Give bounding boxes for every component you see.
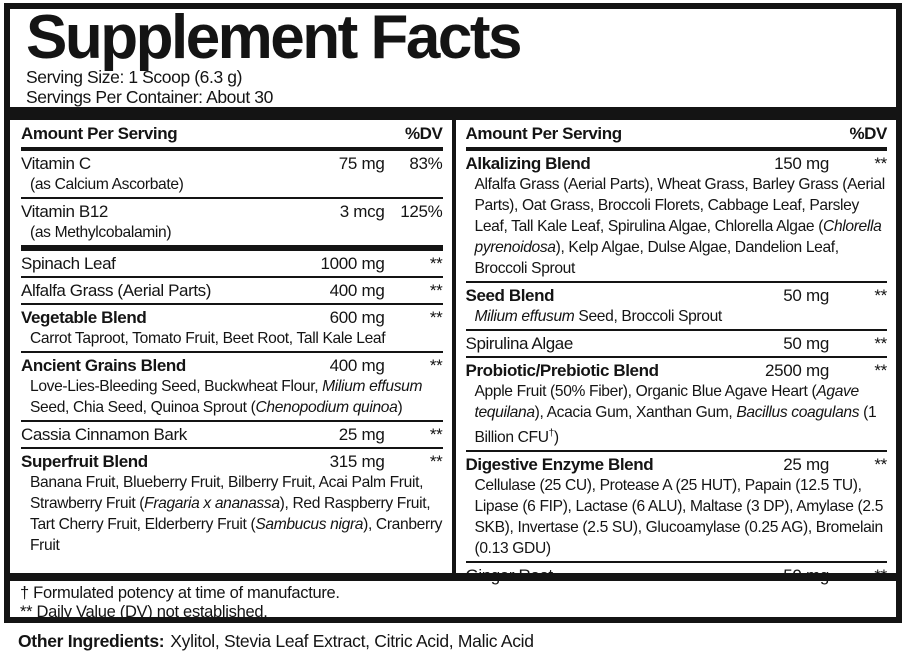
ingredient-row-head	[21, 253, 443, 274]
ingredient-name: Alkalizing Blend	[465, 154, 591, 173]
ingredient-amount: 150 mg	[774, 154, 829, 173]
ingredient-row-head	[466, 333, 888, 354]
facts-header	[10, 3, 896, 107]
ingredient-row-head	[466, 153, 888, 174]
ingredient-row	[466, 151, 888, 283]
ingredient-name: Superfruit Blend	[21, 452, 148, 471]
ingredient-name: Ancient Grains Blend	[21, 356, 186, 375]
ingredient-amount: 400 mg	[329, 281, 385, 300]
ingredient-name: Probiotic/Prebiotic Blend	[465, 361, 659, 380]
ingredient-name: Seed Blend	[465, 286, 555, 305]
ingredient-name: Spirulina Algae	[465, 334, 573, 353]
ingredient-name: Vitamin B12	[21, 202, 108, 221]
dv-heading: %DV	[404, 124, 443, 143]
amount-per-serving-heading: Amount Per Serving	[465, 124, 622, 143]
ingredient-row-head	[21, 451, 443, 472]
left-column-header	[21, 120, 443, 151]
ingredient-amount: 25 mg	[338, 425, 385, 444]
ingredient-sublist: (as Calcium Ascorbate)	[30, 176, 184, 193]
ingredient-row-head	[466, 360, 888, 381]
ingredient-row-head	[21, 355, 443, 376]
ingredient-row-head	[466, 285, 888, 306]
footnotes	[10, 581, 896, 622]
ingredient-name: Spinach Leaf	[21, 254, 116, 273]
ingredient-sublist: Cellulase (25 CU), Protease A (25 HUT), Papain (12.5 TU), Lipase (6 FIP), Lactase (6 ALU), Maltase (3 DP), Amylase (2.5 SKB), Invertase (2.5 SU), Glucoamylase (0.25 AG), Bromelain (0.13 GDU)	[474, 477, 884, 558]
ingredient-row-head	[21, 307, 443, 328]
ingredient-row-head	[466, 454, 888, 475]
ingredient-sublist: Carrot Taproot, Tomato Fruit, Beet Root, Tall Kale Leaf	[30, 330, 386, 347]
ingredient-dv: **	[874, 361, 887, 380]
ingredient-dv: **	[874, 286, 887, 305]
ingredient-sublist: Banana Fruit, Blueberry Fruit, Bilberry Fruit, Acai Palm Fruit, Strawberry Fruit (Fragaria x ananassa), Red Raspberry Fruit, Tart Cherry Fruit, Elderberry Fruit (Sambucus nigra), Cranberry Fruit	[30, 474, 443, 554]
ingredient-amount: 3 mcg	[339, 202, 385, 221]
right-column	[452, 120, 897, 573]
ingredient-sublist: Alfalfa Grass (Aerial Parts), Wheat Grass, Barley Grass (Aerial Parts), Oat Grass, Broccoli Florets, Cabbage Leaf, Parsley Leaf, Tall Kale Leaf, Spirulina Algae, Chlorella Algae (Chlorella pyrenoidosa), Kelp Algae, Dulse Algae, Dandelion Leaf, Broccoli Sprout	[474, 176, 885, 277]
ingredient-row	[21, 199, 443, 251]
ingredient-amount: 75 mg	[338, 154, 385, 173]
ingredient-sublist: Milium effusum Seed, Broccoli Sprout	[474, 308, 722, 325]
ingredient-row	[21, 305, 443, 353]
ingredient-amount: 315 mg	[329, 452, 385, 471]
ingredient-amount: 50 mg	[783, 286, 829, 305]
ingredient-row	[21, 151, 443, 199]
servings-per-container: Servings Per Container: About 30	[26, 87, 273, 107]
ingredient-row	[466, 358, 888, 452]
ingredient-row	[21, 251, 443, 278]
other-ingredients	[18, 631, 534, 651]
ingredient-name: Vitamin C	[21, 154, 91, 173]
ingredient-amount: 600 mg	[329, 308, 385, 327]
footnote-formulated-potency: † Formulated potency at time of manufacture.	[20, 584, 340, 602]
other-ingredients-label: Other Ingredients:	[18, 631, 165, 651]
ingredient-dv: 83%	[409, 154, 443, 173]
ingredient-row	[21, 278, 443, 305]
ingredient-row-head	[21, 424, 443, 445]
page-title: Supplement Facts	[26, 3, 520, 72]
left-column	[10, 120, 452, 573]
serving-size: Serving Size: 1 Scoop (6.3 g)	[26, 67, 243, 87]
ingredient-dv: **	[874, 154, 887, 173]
facts-panel	[4, 3, 902, 623]
bottom-divider-bar	[10, 573, 896, 581]
ingredient-sublist: (as Methylcobalamin)	[30, 224, 172, 241]
ingredient-amount: 25 mg	[783, 455, 829, 475]
ingredient-amount: 50 mg	[783, 334, 829, 353]
ingredient-row-head	[21, 280, 443, 301]
ingredient-row	[466, 283, 888, 331]
ingredient-row	[466, 331, 888, 358]
ingredient-row	[21, 353, 443, 422]
ingredient-sublist: Apple Fruit (50% Fiber), Organic Blue Agave Heart (Agave tequilana), Acacia Gum, Xanthan Gum, Bacillus coagulans (1 Billion CFU†)	[474, 383, 877, 447]
footnote-dv-not-established: ** Daily Value (DV) not established.	[20, 603, 268, 621]
ingredient-row-head	[21, 201, 443, 222]
ingredient-amount: 2500 mg	[764, 361, 829, 380]
amount-per-serving-heading: Amount Per Serving	[21, 124, 178, 143]
ingredient-amount: 1000 mg	[320, 254, 385, 273]
ingredient-amount: 400 mg	[329, 356, 385, 375]
ingredient-name: Cassia Cinnamon Bark	[21, 425, 187, 444]
ingredient-dv: **	[429, 254, 443, 273]
ingredient-dv: 125%	[400, 202, 443, 221]
ingredient-row	[21, 422, 443, 449]
ingredient-name: Digestive Enzyme Blend	[465, 455, 654, 475]
ingredient-dv: **	[429, 425, 443, 444]
ingredient-dv: **	[874, 455, 887, 475]
ingredient-sublist: Love-Lies-Bleeding Seed, Buckwheat Flour, Milium effusum Seed, Chia Seed, Quinoa Sprout (Chenopodium quinoa)	[30, 378, 423, 416]
ingredient-row	[466, 452, 888, 563]
ingredient-columns	[10, 120, 896, 573]
top-divider-bar	[10, 107, 896, 120]
dv-heading: %DV	[849, 124, 887, 143]
ingredient-dv: **	[429, 308, 443, 327]
ingredient-name: Alfalfa Grass (Aerial Parts)	[21, 281, 212, 300]
ingredient-name: Vegetable Blend	[21, 308, 147, 327]
ingredient-dv: **	[429, 356, 443, 375]
right-column-header	[466, 120, 888, 151]
ingredient-dv: **	[429, 281, 443, 300]
other-ingredients-list: Xylitol, Stevia Leaf Extract, Citric Acid, Malic Acid	[170, 631, 534, 651]
ingredient-row	[21, 449, 443, 558]
ingredient-dv: **	[874, 334, 887, 353]
ingredient-dv: **	[429, 452, 443, 471]
ingredient-row-head	[21, 153, 443, 174]
